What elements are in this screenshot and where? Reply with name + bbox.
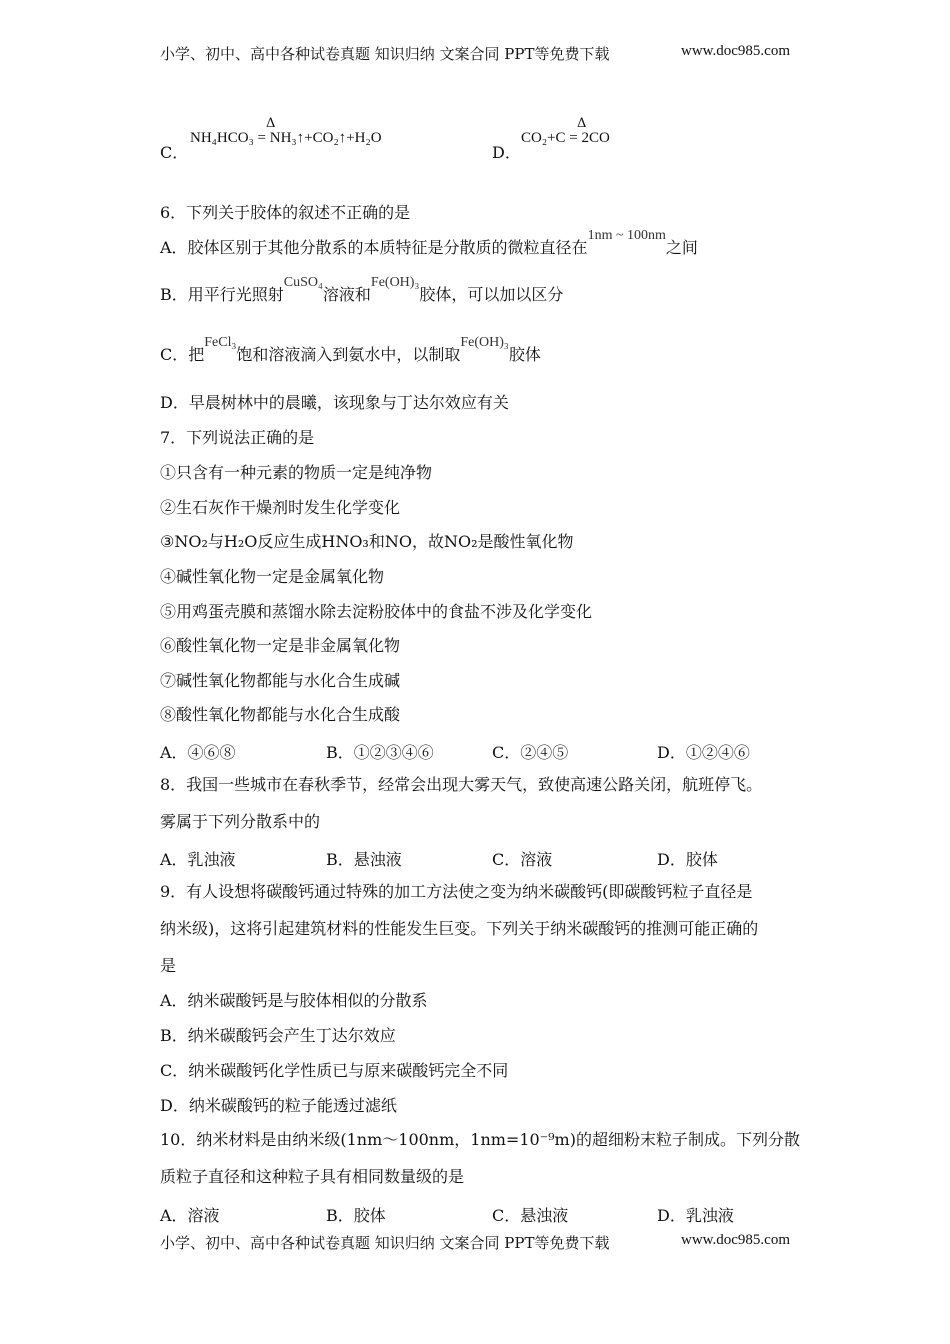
q10-line-1: 10．纳米材料是由纳米级(1nm～100nm，1nm=10⁻⁹m)的超细粉末粒子制成。下列分散 (160, 1130, 800, 1149)
q8-line-2: 雾属于下列分散系中的 (160, 812, 321, 831)
q5-option-c-equation: NH₄HCO₃ = NH₃↑+CO₂↑+H₂O (190, 130, 382, 146)
q9-option-c: C．纳米碳酸钙化学性质已与原来碳酸钙完全不同 (160, 1061, 509, 1080)
q10-option-d: D．乳浊液 (657, 1206, 734, 1225)
q7-stem: 7．下列说法正确的是 (160, 428, 315, 447)
q10-option-b: B．胶体 (326, 1206, 386, 1225)
q8-option-c: C．溶液 (492, 850, 553, 869)
q8-option-d: D．胶体 (657, 850, 718, 869)
q10-option-a: A．溶液 (160, 1206, 220, 1225)
q6-b-pre: B．用平行光照射 (160, 285, 284, 304)
page-header (160, 43, 790, 64)
q6-c-post: 胶体 (508, 345, 541, 364)
q8-option-a: A．乳浊液 (160, 850, 236, 869)
q6-b-mid: 溶液和 (322, 285, 371, 304)
q7-option-c: C．②④⑤ (492, 743, 569, 762)
page-footer (160, 1232, 790, 1253)
q6-option-a (160, 228, 698, 260)
q7-item-8: ⑧酸性氧化物都能与水化合生成酸 (160, 705, 401, 724)
q7-item-4: ④碱性氧化物一定是金属氧化物 (160, 567, 385, 586)
q7-item-2: ②生石灰作干燥剂时发生化学变化 (160, 498, 401, 517)
q6-option-b (160, 275, 564, 307)
q7-item-1: ①只含有一种元素的物质一定是纯净物 (160, 463, 433, 482)
q9-line-2: 纳米级)，这将引起建筑材料的性能发生巨变。下列关于纳米碳酸钙的推测可能正确的 (160, 919, 759, 938)
footer-url[interactable]: www.doc985.com (680, 1232, 790, 1248)
q8-line-1: 8．我国一些城市在春秋季节，经常会出现大雾天气，致使高速公路关闭，航班停飞。 (160, 775, 763, 794)
header-url[interactable]: www.doc985.com (680, 43, 790, 59)
q6-a-formula: 1nm ~ 100nm (587, 228, 666, 243)
q5-option-c-condition: Δ (266, 116, 276, 131)
footer-text: 小学、初中、高中各种试卷真题 知识归纳 文案合同 PPT等免费下载 (160, 1234, 610, 1252)
header-text: 小学、初中、高中各种试卷真题 知识归纳 文案合同 PPT等免费下载 (160, 45, 610, 63)
q7-item-5: ⑤用鸡蛋壳膜和蒸馏水除去淀粉胶体中的食盐不涉及化学变化 (160, 602, 593, 621)
q7-item-3: ③NO₂与H₂O反应生成HNO₃和NO，故NO₂是酸性氧化物 (160, 532, 574, 551)
q10-option-c: C．悬浊液 (492, 1206, 569, 1225)
q6-stem: 6．下列关于胶体的叙述不正确的是 (160, 203, 411, 222)
q9-option-d: D．纳米碳酸钙的粒子能透过滤纸 (160, 1096, 397, 1115)
q6-a-post: 之间 (665, 238, 698, 257)
q9-option-a: A．纳米碳酸钙是与胶体相似的分散系 (160, 991, 428, 1010)
q5-option-d-condition: Δ (577, 116, 587, 131)
q6-c-f1: FeCl₃ (204, 335, 237, 350)
q10-line-2: 质粒子直径和这种粒子具有相同数量级的是 (160, 1167, 465, 1186)
q9-line-1: 9．有人设想将碳酸钙通过特殊的加工方法使之变为纳米碳酸钙(即碳酸钙粒子直径是 (160, 882, 753, 901)
q6-b-f2: Fe(OH)₃ (370, 275, 420, 290)
q6-option-c (160, 335, 541, 367)
q5-option-c-label: C． (160, 143, 189, 162)
q9-option-b: B．纳米碳酸钙会产生丁达尔效应 (160, 1026, 396, 1045)
q5-option-d-equation: CO₂+C = 2CO (521, 130, 610, 146)
q6-b-post: 胶体，可以加以区分 (419, 285, 564, 304)
q6-c-pre: C．把 (160, 345, 205, 364)
q7-item-6: ⑥酸性氧化物一定是非金属氧化物 (160, 636, 401, 655)
q5-option-d-label: D． (492, 143, 521, 162)
q7-option-d: D．①②④⑥ (657, 743, 750, 762)
q7-option-b: B．①②③④⑥ (326, 743, 434, 762)
q6-a-pre: A．胶体区别于其他分散系的本质特征是分散质的微粒直径在 (160, 238, 588, 257)
q6-c-f2: Fe(OH)₃ (460, 335, 509, 350)
q9-line-3: 是 (160, 956, 177, 975)
q6-option-d: D．早晨树林中的晨曦，该现象与丁达尔效应有关 (160, 393, 509, 412)
q7-item-7: ⑦碱性氧化物都能与水化合生成碱 (160, 671, 401, 690)
q7-option-a: A．④⑥⑧ (160, 743, 236, 762)
q6-b-f1: CuSO₄ (283, 275, 323, 290)
q8-option-b: B．悬浊液 (326, 850, 402, 869)
q6-c-mid: 饱和溶液滴入到氨水中，以制取 (236, 345, 461, 364)
